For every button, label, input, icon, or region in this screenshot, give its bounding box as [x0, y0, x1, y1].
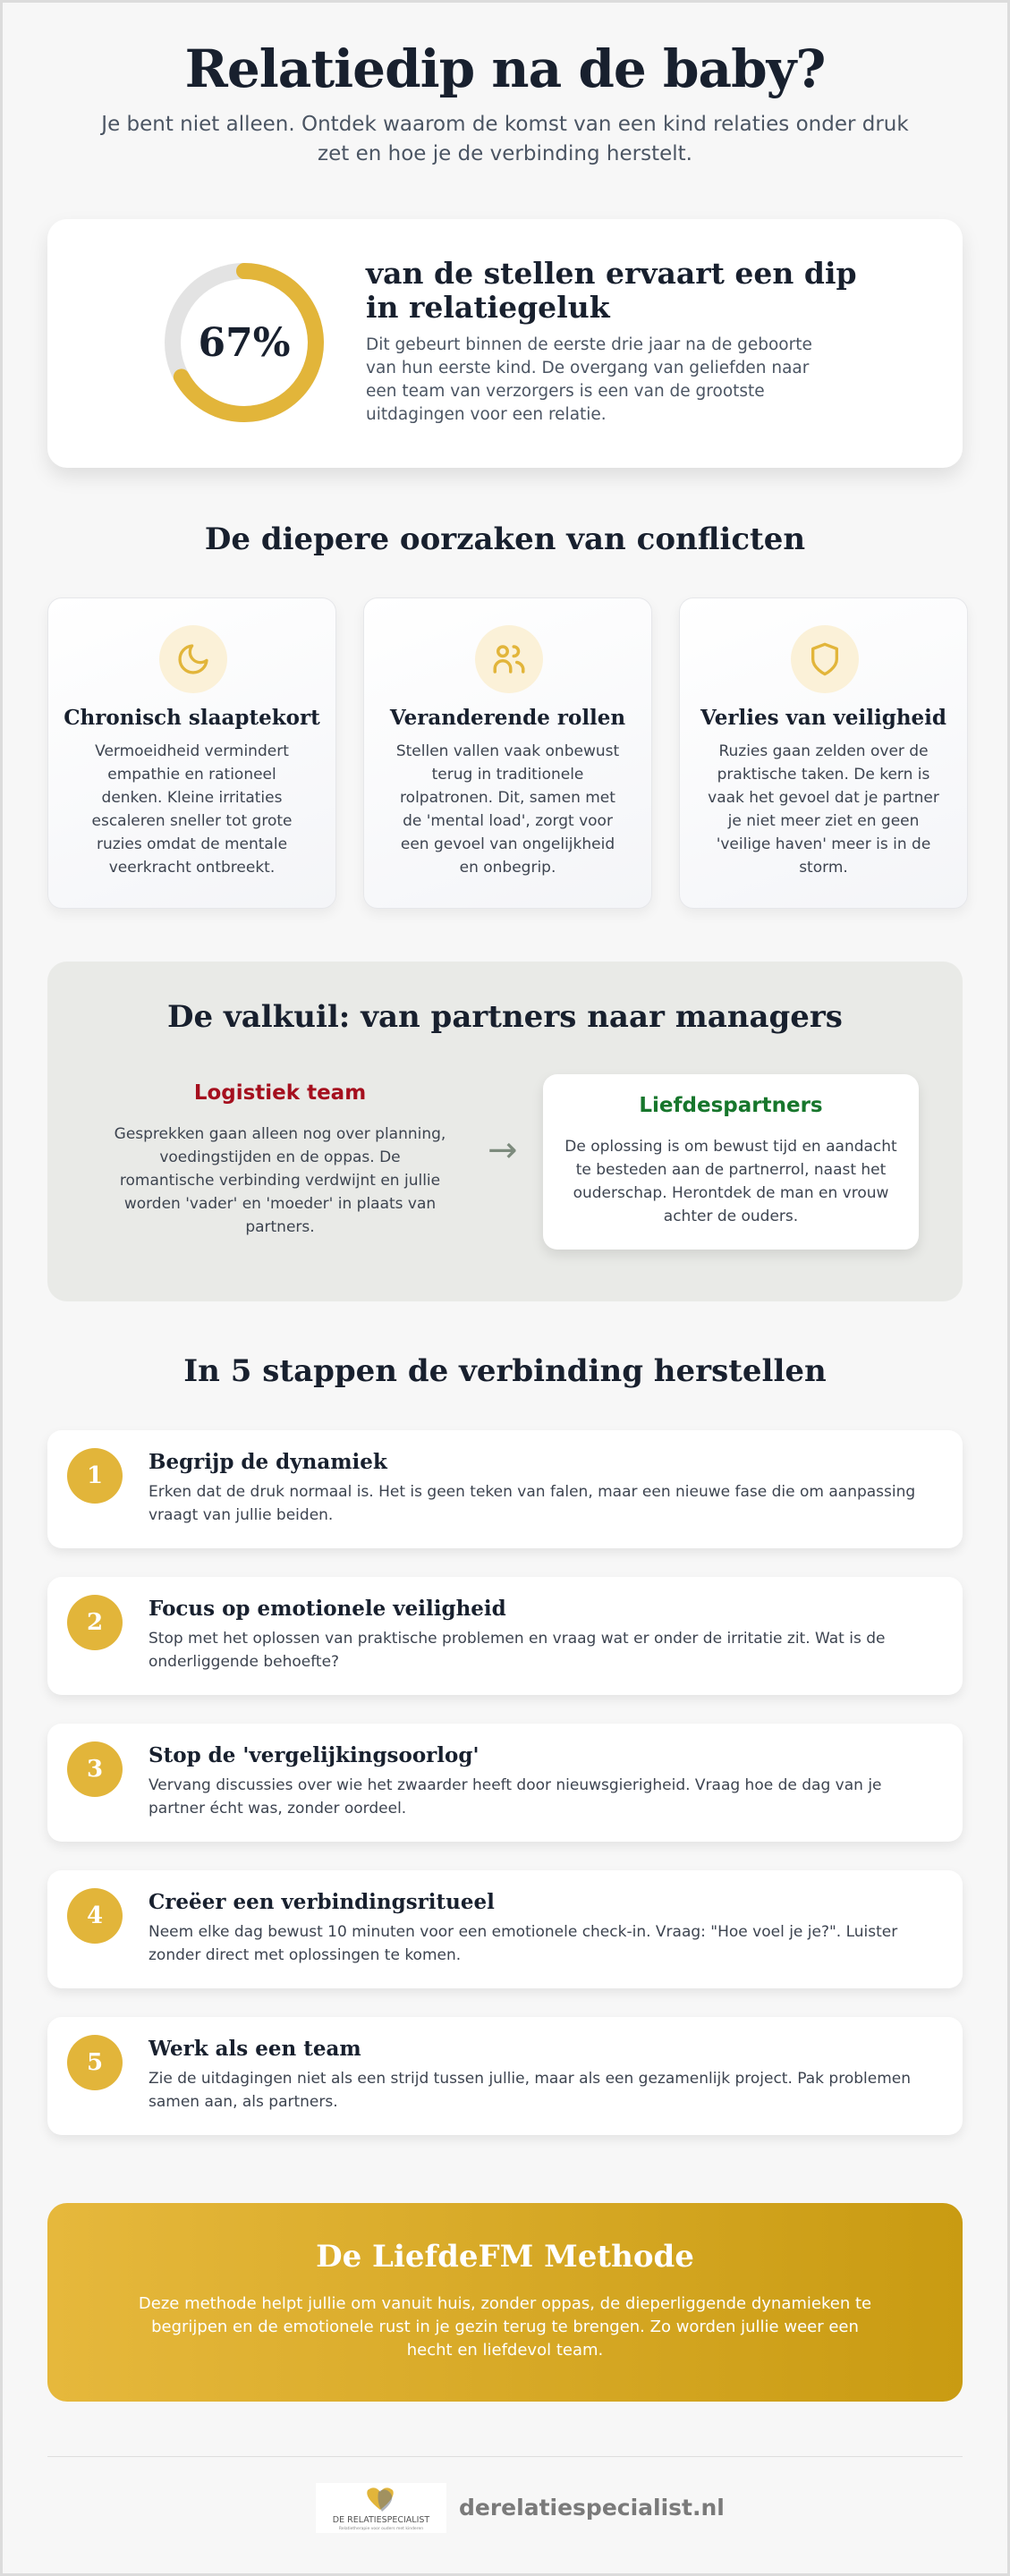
pitfall-left [110, 1081, 450, 1239]
step-text: Stop met het oplossen van praktische problemen en vraag wat er onder de irritatie zit. Wat is de onderliggende behoefte? [149, 1630, 886, 1671]
footer-website-link[interactable]: derelatiespecialist.nl [459, 2495, 725, 2521]
arrow-right-icon: → [488, 1130, 518, 1171]
method-banner [47, 2203, 963, 2402]
step-card [47, 1577, 963, 1695]
cause-text: Vermoeidheid vermindert empathie en rationeel denken. Kleine irritaties escaleren sneller tot grote ruzies omdat de mentale veerkracht ontbreekt. [91, 742, 293, 877]
cause-title: Veranderende rollen [389, 706, 626, 730]
cause-title: Verlies van veiligheid [700, 706, 946, 730]
step-number: 3 [67, 1741, 123, 1797]
step-card [47, 2017, 963, 2135]
cause-text: Ruzies gaan zelden over de praktische taken. De kern is vaak het gevoel dat je partner je niet meer ziet en geen 'veilige haven' meer is in de storm. [708, 742, 939, 877]
pitfall-left-title: Logistiek team [193, 1081, 367, 1105]
step-card [47, 1724, 963, 1842]
logo-text: DE RELATIESPECIALIST [332, 2515, 430, 2525]
steps-title: In 5 stappen de verbinding herstellen [183, 1353, 827, 1389]
pitfall-section [47, 962, 963, 1301]
causes-title: De diepere oorzaken van conflicten [204, 521, 806, 557]
pitfall-right-card [543, 1074, 919, 1250]
logo[interactable] [316, 2483, 446, 2533]
pitfall-left-text: Gesprekken gaan alleen nog over planning, voedingstijden en de oppas. De romantische verbinding verdwijnt en jullie worden 'vader' en 'moeder' in plaats van partners. [114, 1125, 446, 1236]
step-title: Werk als een team [149, 2037, 361, 2061]
logo-tagline: Relatietherapie voor ouders met kinderen [338, 2527, 424, 2531]
pitfall-title: De valkuil: van partners naar managers [167, 999, 843, 1035]
step-text: Neem elke dag bewust 10 minuten voor een emotionele check-in. Vraag: "Hoe voel je je?". Luister zonder direct met oplossingen te komen. [149, 1923, 898, 1964]
page-subtitle: Je bent niet alleen. Ontdek waarom de komst van een kind relaties onder druk zet en hoe je de verbinding herstelt. [101, 113, 909, 165]
cause-card-sleep [47, 597, 336, 909]
logo-image [316, 2483, 446, 2533]
moon-icon [159, 625, 227, 693]
step-text: Erken dat de druk normaal is. Het is geen teken van falen, maar een nieuwe fase die om aanpassing vraagt van jullie beiden. [149, 1483, 916, 1524]
cause-text: Stellen vallen vaak onbewust terug in traditionele rolpatronen. Dit, samen met de 'mental load', zorgt voor een gevoel van ongelijkheid en onbegrip. [395, 742, 620, 877]
step-title: Creëer een verbindingsritueel [149, 1890, 495, 1914]
people-icon [475, 625, 543, 693]
step-number: 2 [67, 1595, 123, 1650]
step-number: 4 [67, 1888, 123, 1944]
step-number: 5 [67, 2035, 123, 2090]
cause-card-roles [363, 597, 652, 909]
pitfall-right-title: Liefdespartners [639, 1094, 823, 1117]
shield-icon [791, 625, 859, 693]
stat-card [47, 219, 963, 468]
cause-card-safety [679, 597, 968, 909]
step-card [47, 1430, 963, 1548]
pitfall-right-text: De oplossing is om bewust tijd en aandacht te besteden aan de partnerrol, naast het ouderschap. Herontdek de man en vrouw achter de ouders. [564, 1138, 897, 1225]
stat-heading: van de stellen ervaart een dip in relatiegeluk [366, 256, 857, 325]
footer-divider [47, 2456, 963, 2457]
method-title: De LiefdeFM Methode [316, 2239, 694, 2275]
step-number: 1 [67, 1448, 123, 1504]
step-card [47, 1870, 963, 1988]
step-text: Zie de uitdagingen niet als een strijd tussen jullie, maar als een gezamenlijk project. Pak problemen samen aan, als partners. [149, 2070, 912, 2111]
causes-grid [47, 597, 963, 909]
step-title: Begrijp de dynamiek [149, 1450, 387, 1474]
page-title: Relatiedip na de baby? [184, 38, 826, 99]
method-text: Deze methode helpt jullie om vanuit huis, zonder oppas, de dieperliggende dynamieken te begrijpen en de emotionele rust in je gezin terug te brengen. Zo worden jullie weer een hecht en liefdevol team. [138, 2294, 872, 2360]
step-title: Stop de 'vergelijkingsoorlog' [149, 1743, 480, 1767]
step-text: Vervang discussies over wie het zwaarder heeft door nieuwsgierigheid. Vraag hoe de dag van je partner écht was, zonder oordeel. [149, 1776, 882, 1818]
stat-text: Dit gebeurt binnen de eerste drie jaar na de geboorte van hun eerste kind. De overgang van geliefden naar een team van verzorgers is een van de grootste uitdagingen voor een relatie. [366, 335, 812, 424]
step-title: Focus op emotionele veiligheid [149, 1597, 506, 1621]
stat-value: 67% [198, 319, 291, 366]
cause-title: Chronisch slaaptekort [64, 706, 320, 730]
